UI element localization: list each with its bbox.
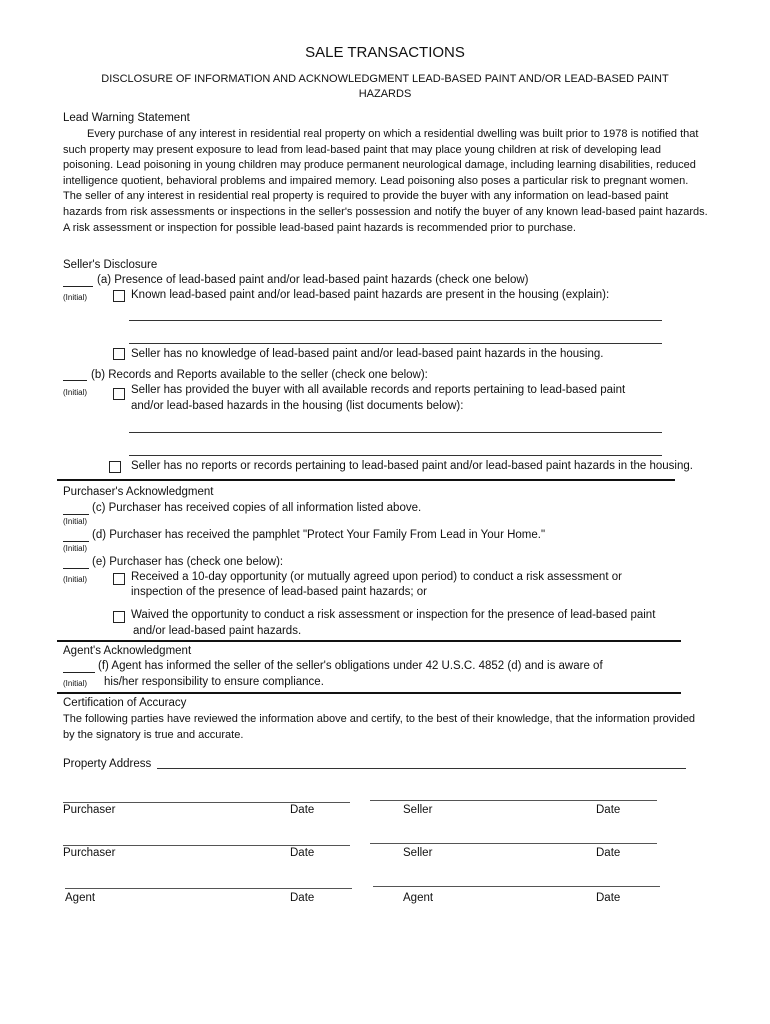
- purchaser-e-opt1-line2: inspection of the presence of lead-based paint hazards; or: [131, 586, 427, 598]
- seller-b-label: (b) Records and Reports available to the seller (check one below):: [91, 369, 428, 381]
- agent-label: Agent: [403, 892, 434, 904]
- section-divider: [57, 640, 681, 642]
- date-label: Date: [290, 804, 315, 816]
- documents-line-1[interactable]: [129, 432, 662, 433]
- explain-line-2[interactable]: [129, 343, 662, 344]
- documents-line-2[interactable]: [129, 455, 662, 456]
- purchaser-signature-line-1[interactable]: [63, 802, 350, 803]
- agent-signature-line-2[interactable]: [373, 886, 660, 887]
- purchaser-e-label: (e) Purchaser has (check one below):: [92, 556, 284, 568]
- seller-label: Seller: [403, 804, 433, 816]
- seller-b-opt1-line1: Seller has provided the buyer with all available records and reports pertaining to lead-based paint: [131, 384, 626, 396]
- section-divider: [57, 479, 675, 481]
- initial-label: (Initial): [63, 293, 88, 302]
- seller-signature-line-1[interactable]: [370, 800, 657, 801]
- seller-b-opt2-checkbox[interactable]: [109, 461, 121, 473]
- seller-a-opt2-checkbox[interactable]: [113, 348, 125, 360]
- seller-b-opt1-line2: and/or lead-based hazards in the housing (list documents below):: [131, 400, 464, 412]
- section-divider: [57, 692, 681, 694]
- seller-a-opt2-text: Seller has no knowledge of lead-based paint and/or lead-based paint hazards in the housing.: [131, 348, 604, 360]
- warning-heading: Lead Warning Statement: [63, 112, 190, 124]
- initial-f-blank[interactable]: [63, 672, 95, 673]
- seller-signature-line-2[interactable]: [370, 843, 657, 844]
- initial-e-blank[interactable]: [63, 568, 89, 569]
- explain-line-1[interactable]: [129, 320, 662, 321]
- document-title: SALE TRANSACTIONS: [305, 44, 465, 61]
- seller-a-opt1-text: Known lead-based paint and/or lead-based paint hazards are present in the housing (explain):: [131, 289, 610, 301]
- agent-f-label: (f) Agent has informed the seller of the seller's obligations under 42 U.S.C. 4852 (d) and is aware of: [98, 660, 603, 672]
- purchaser-label: Purchaser: [63, 847, 116, 859]
- seller-heading: Seller's Disclosure: [63, 259, 158, 271]
- certification-heading: Certification of Accuracy: [63, 697, 187, 709]
- purchaser-e-opt1-checkbox[interactable]: [113, 573, 125, 585]
- purchaser-e-opt2-line1: Waived the opportunity to conduct a risk assessment or inspection for the presence of lead-based paint: [131, 609, 656, 621]
- document-subtitle: DISCLOSURE OF INFORMATION AND ACKNOWLEDGMENT LEAD-BASED PAINT AND/OR LEAD-BASED PAINT HAZARDS: [101, 73, 669, 100]
- seller-a-opt1-checkbox[interactable]: [113, 290, 125, 302]
- date-label: Date: [290, 892, 315, 904]
- purchaser-e-opt2-line2: and/or lead-based paint hazards.: [133, 625, 302, 637]
- initial-c-blank[interactable]: [63, 514, 89, 515]
- initial-d-blank[interactable]: [63, 541, 89, 542]
- agent-label: Agent: [65, 892, 96, 904]
- initial-label: (Initial): [63, 679, 88, 688]
- date-label: Date: [596, 847, 621, 859]
- seller-b-opt2-text: Seller has no reports or records pertaining to lead-based paint and/or lead-based paint hazards in the housing.: [131, 460, 693, 472]
- purchaser-e-opt1-line1: Received a 10-day opportunity (or mutually agreed upon period) to conduct a risk assessment or: [131, 571, 622, 583]
- seller-label: Seller: [403, 847, 433, 859]
- agent-signature-line-1[interactable]: [65, 888, 352, 889]
- purchaser-heading: Purchaser's Acknowledgment: [63, 486, 214, 498]
- initial-label: (Initial): [63, 544, 88, 553]
- initial-b-blank[interactable]: [63, 380, 87, 381]
- purchaser-label: Purchaser: [63, 804, 116, 816]
- agent-heading: Agent's Acknowledgment: [63, 645, 192, 657]
- date-label: Date: [290, 847, 315, 859]
- initial-label: (Initial): [63, 517, 88, 526]
- date-label: Date: [596, 892, 621, 904]
- agent-f-line2: his/her responsibility to ensure compliance.: [104, 676, 324, 688]
- date-label: Date: [596, 804, 621, 816]
- seller-a-label: (a) Presence of lead-based paint and/or lead-based paint hazards (check one below): [97, 274, 529, 286]
- property-address-field[interactable]: [157, 768, 686, 769]
- purchaser-c-label: (c) Purchaser has received copies of all information listed above.: [92, 502, 422, 514]
- certification-text: The following parties have reviewed the information above and certify, to the best of their knowledge, that the information provided by the signatory is true and accurate.: [63, 713, 696, 741]
- purchaser-signature-line-2[interactable]: [63, 845, 350, 846]
- initial-label: (Initial): [63, 575, 88, 584]
- seller-b-opt1-checkbox[interactable]: [113, 388, 125, 400]
- purchaser-d-label: (d) Purchaser has received the pamphlet "Protect Your Family From Lead in Your Home.": [92, 529, 546, 541]
- warning-text: Every purchase of any interest in residential real property on which a residential dwelling was built prior to 1978 is notified that such property may present exposure to lead from lead-based paint that may place young children at risk of developing lead poisoning. Lead poisoning in young children may produce permanent neurological damage, including learning disabilities, reduced intelligence quotient, behavioral problems and impaired memory. Lead poisoning also poses a particular risk to pregnant women. The seller of any interest in residential real property is required to provide the buyer with any information on lead-based paint hazards from risk assessments or inspections in the seller's possession and notify the buyer of any known lead-based paint hazards. A risk assessment or inspection for possible lead-based paint hazards is recommended prior to purchase.: [63, 128, 708, 234]
- property-address-label: Property Address: [63, 758, 152, 770]
- initial-label: (Initial): [63, 388, 88, 397]
- purchaser-e-opt2-checkbox[interactable]: [113, 611, 125, 623]
- initial-a-blank[interactable]: [63, 286, 93, 287]
